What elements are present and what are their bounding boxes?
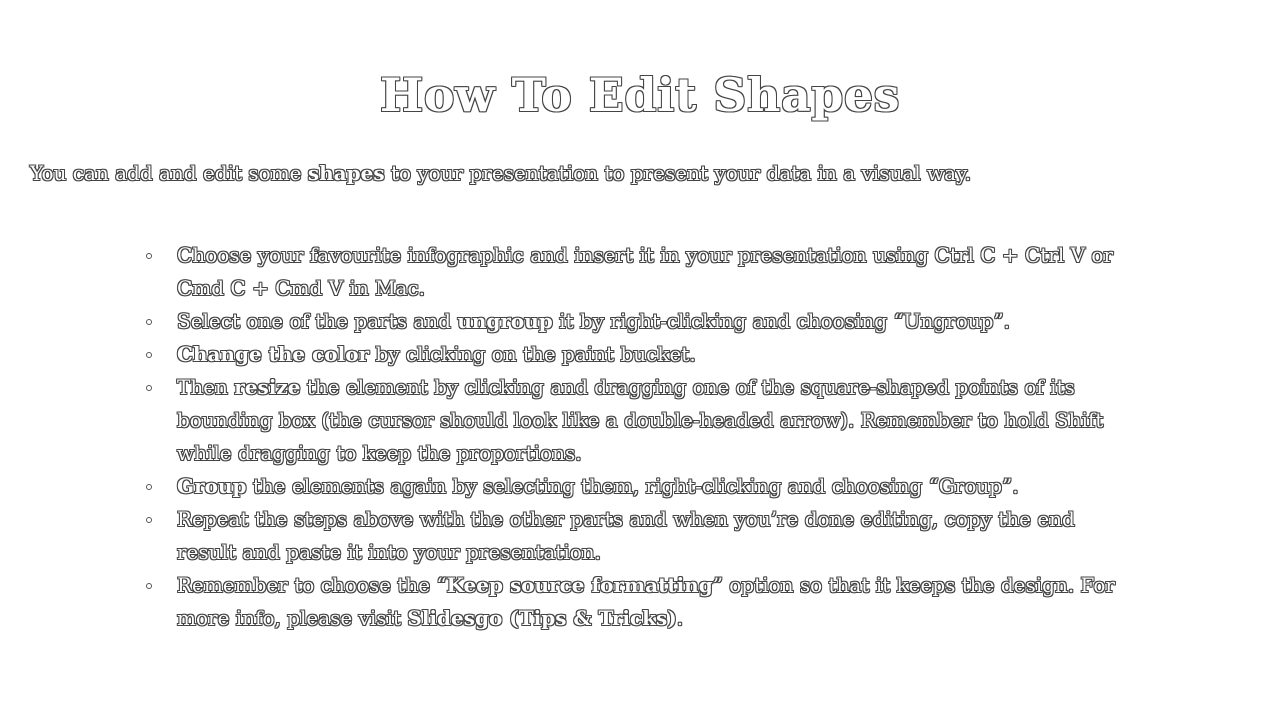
bullet-icon [146, 319, 152, 325]
step-text: ” option so that it keeps the design. For more info, please visit [177, 573, 1115, 630]
intro-text-after: to your presentation to present your data in a visual way. [384, 161, 972, 185]
step-keyword: Change the color [177, 342, 370, 366]
step-keyword: resize [234, 375, 301, 399]
step-text: . [676, 606, 684, 630]
step-keyword: Keep source formatting [446, 573, 713, 597]
intro-keyword: shapes [307, 161, 385, 185]
list-item [140, 470, 1130, 503]
step-text: Repeat the steps above with the other parts and when you’re done editing, copy the end result and paste it into your presentation. [177, 507, 1075, 564]
list-item [140, 569, 1130, 635]
step-text: Select one of the parts and [177, 309, 458, 333]
step-text: the elements again by selecting them, right-clicking and choosing “Group”. [246, 474, 1019, 498]
intro-paragraph [30, 160, 1020, 187]
steps-list [140, 239, 1130, 635]
bullet-icon [146, 484, 152, 490]
bullet-icon [146, 253, 152, 259]
step-keyword: ungroup [457, 309, 553, 333]
step-text: Then [177, 375, 235, 399]
step-text: by clicking on the paint bucket. [369, 342, 696, 366]
list-item [140, 371, 1130, 470]
list-item [140, 239, 1130, 305]
step-text: Remember to choose the “ [177, 573, 447, 597]
page-title: How To Edit Shapes [379, 68, 901, 122]
bullet-icon [146, 583, 152, 589]
list-item [140, 305, 1130, 338]
list-item [140, 503, 1130, 569]
step-text: the element by clicking and dragging one of the square-shaped points of its bounding box (the cursor should look like a double-headed arrow). Remember to hold Shift while dragging to keep the proportions. [177, 375, 1104, 465]
bullet-icon [146, 352, 152, 358]
step-text: Choose your favourite infographic and insert it in your presentation using Ctrl C + Ctrl V or Cmd C + Cmd V in Mac. [177, 243, 1114, 300]
bullet-icon [146, 385, 152, 391]
intro-text-before: You can add and edit some [30, 161, 308, 185]
step-text: it by right-clicking and choosing “Ungroup”. [552, 309, 1011, 333]
slidesgo-link[interactable]: Slidesgo (Tips & Tricks) [407, 606, 677, 630]
list-item [140, 338, 1130, 371]
bullet-icon [146, 517, 152, 523]
step-keyword: Group [177, 474, 247, 498]
